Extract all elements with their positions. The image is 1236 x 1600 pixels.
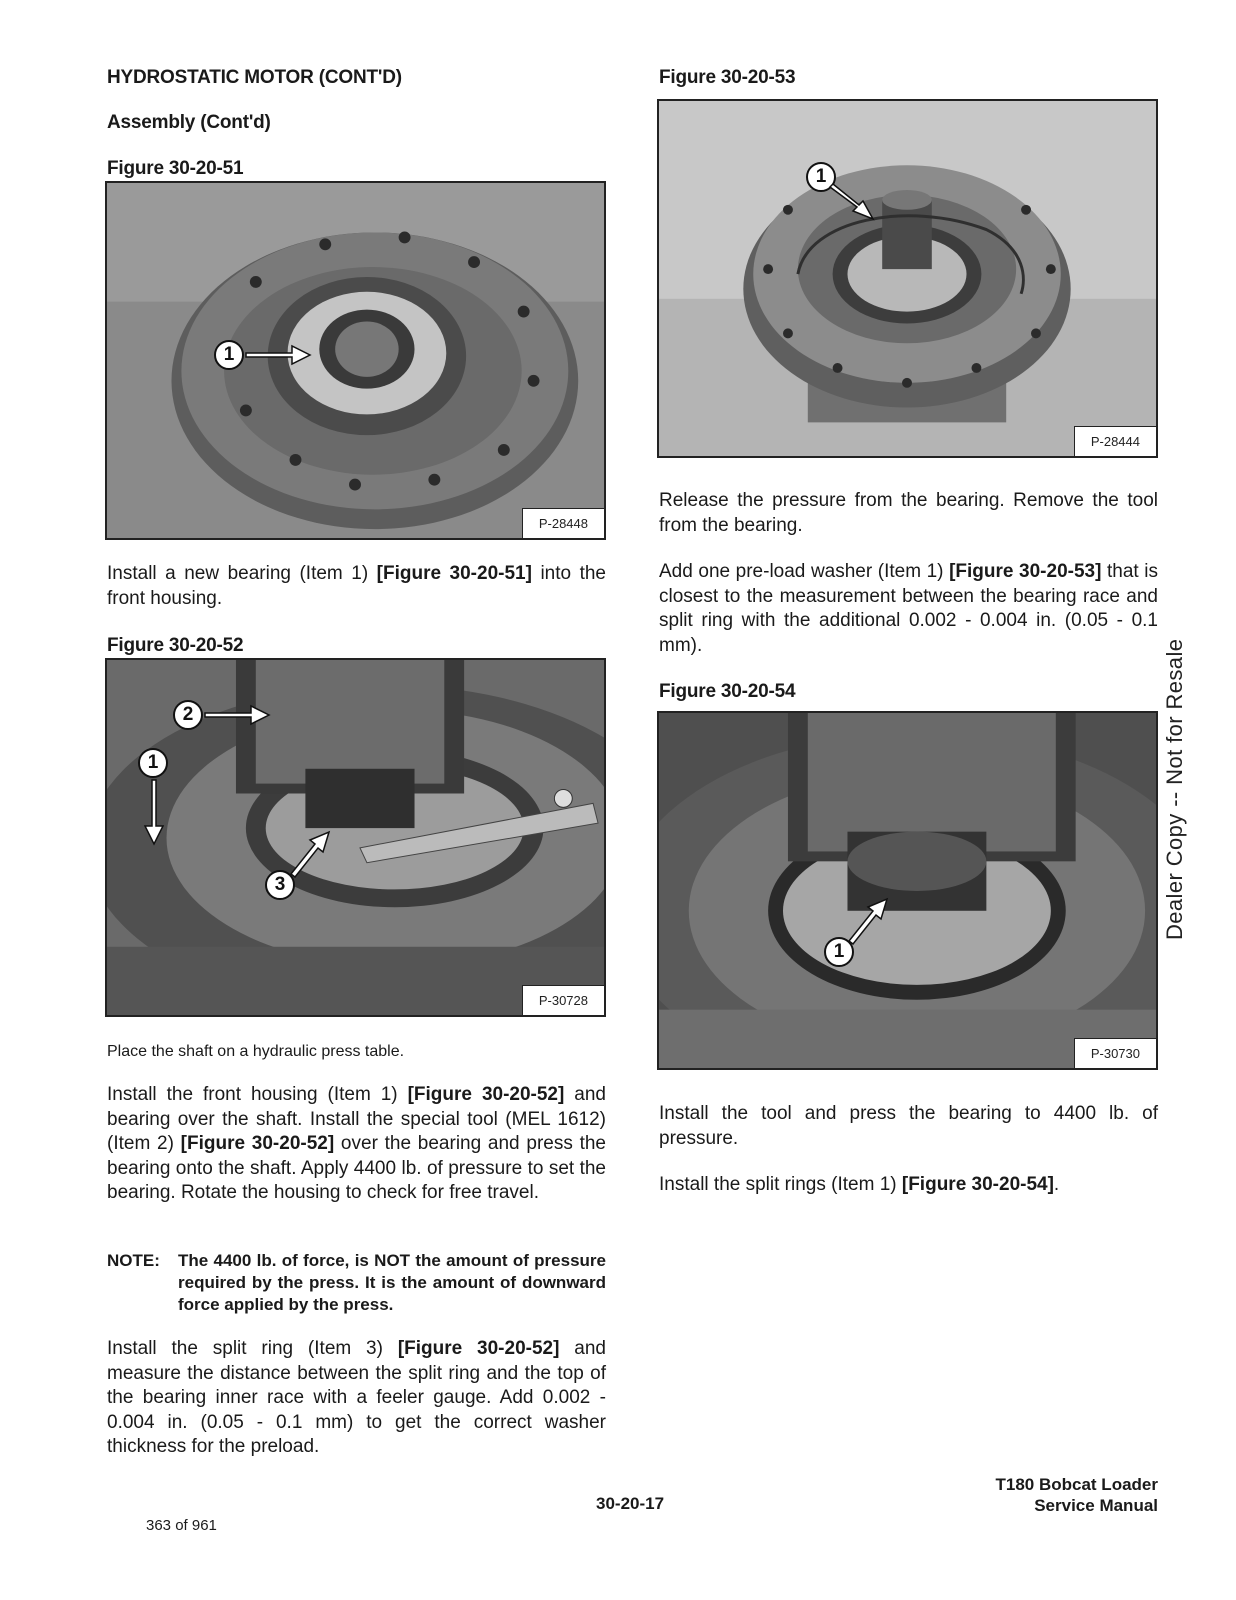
manual-title-line2: Service Manual (1034, 1496, 1158, 1515)
preload-washer-image (659, 101, 1156, 456)
install-housing-paragraph: Install the front housing (Item 1) [Figure 30-20-52] and bearing over the shaft. Install the special tool (MEL 1612) (Item 2) [Figure 30-20-52] over the bearing and press the bearing onto the shaft. Apply 4400 lb. of pressure to set the bearing. Rotate the housing to check for free travel. (107, 1084, 606, 1203)
callout-1: 1 (824, 937, 854, 967)
callout-arrow (141, 778, 167, 848)
figure-54-photo (657, 711, 1158, 1070)
figure-51-title: Figure 30-20-51 (107, 158, 244, 179)
release-paragraph: Release the pressure from the bearing. Remove the tool from the bearing. (659, 490, 1158, 536)
manual-title-line1: T180 Bobcat Loader (995, 1475, 1158, 1494)
place-shaft-paragraph: Place the shaft on a hydraulic press table. (107, 1043, 405, 1060)
note-text: The 4400 lb. of force, is NOT the amount of pressure required by the press. It is the amount of downward force applied by the press. (178, 1251, 606, 1314)
bearing-housing-image (107, 183, 604, 538)
section-title: HYDROSTATIC MOTOR (CONT'D) (107, 67, 402, 88)
photo-id-label: P-30730 (1074, 1038, 1156, 1068)
figure-52-title: Figure 30-20-52 (107, 635, 244, 656)
callout-arrow (244, 342, 314, 368)
figure-54-title: Figure 30-20-54 (659, 681, 796, 702)
page-number: 30-20-17 (596, 1494, 665, 1513)
note-label: NOTE: (107, 1251, 160, 1270)
photo-id-label: P-28444 (1074, 426, 1156, 456)
callout-arrow (827, 181, 879, 225)
photo-id-label: P-30728 (522, 985, 604, 1015)
figure-51-photo (105, 181, 606, 540)
callout-arrow (285, 828, 333, 878)
figure-reference[interactable]: [Figure 30-20-53] (949, 561, 1102, 582)
callout-1: 1 (806, 162, 836, 192)
photo-id-label: P-28448 (522, 508, 604, 538)
install-tool-paragraph: Install the tool and press the bearing to 4400 lb. of pressure. (659, 1103, 1158, 1149)
manual-title (900, 1474, 1158, 1516)
split-ring-paragraph: Install the split ring (Item 3) [Figure 30-20-52] and measure the distance between the split ring and the top of the bearing inner race with a feeler gauge. Add 0.002 - 0.004 in. (0.05 - 0.1 mm) to get the correct washer thickness for the preload. (107, 1338, 606, 1457)
figure-53-title: Figure 30-20-53 (659, 67, 796, 88)
callout-1: 1 (214, 340, 244, 370)
split-rings-paragraph: Install the split rings (Item 1) [Figure 30-20-54]. (659, 1174, 1060, 1195)
figure-reference[interactable]: [Figure 30-20-51] (376, 563, 532, 584)
callout-2: 2 (173, 700, 203, 730)
callout-arrow (843, 895, 891, 945)
callout-3: 3 (265, 870, 295, 900)
callout-arrow (203, 702, 273, 728)
figure-52-photo (105, 658, 606, 1017)
washer-paragraph: Add one pre-load washer (Item 1) [Figure 30-20-53] that is closest to the measurement between the bearing race and split ring with the additional 0.002 - 0.004 in. (0.05 - 0.1 mm). (659, 561, 1158, 656)
install-bearing-paragraph: Install a new bearing (Item 1) [Figure 30-20-51] into the front housing. (107, 563, 606, 609)
figure-reference[interactable]: [Figure 30-20-52] (180, 1133, 335, 1154)
subsection-title: Assembly (Cont'd) (107, 112, 271, 133)
figure-reference[interactable]: [Figure 30-20-52] (397, 1338, 560, 1359)
figure-53-photo (657, 99, 1158, 458)
split-rings-image (659, 713, 1156, 1068)
page-count: 363 of 961 (146, 1517, 217, 1534)
figure-reference[interactable]: [Figure 30-20-54] (901, 1174, 1054, 1195)
figure-reference[interactable]: [Figure 30-20-52] (407, 1084, 565, 1105)
callout-1: 1 (138, 748, 168, 778)
dealer-watermark: Dealer Copy -- Not for Resale (1162, 638, 1187, 940)
